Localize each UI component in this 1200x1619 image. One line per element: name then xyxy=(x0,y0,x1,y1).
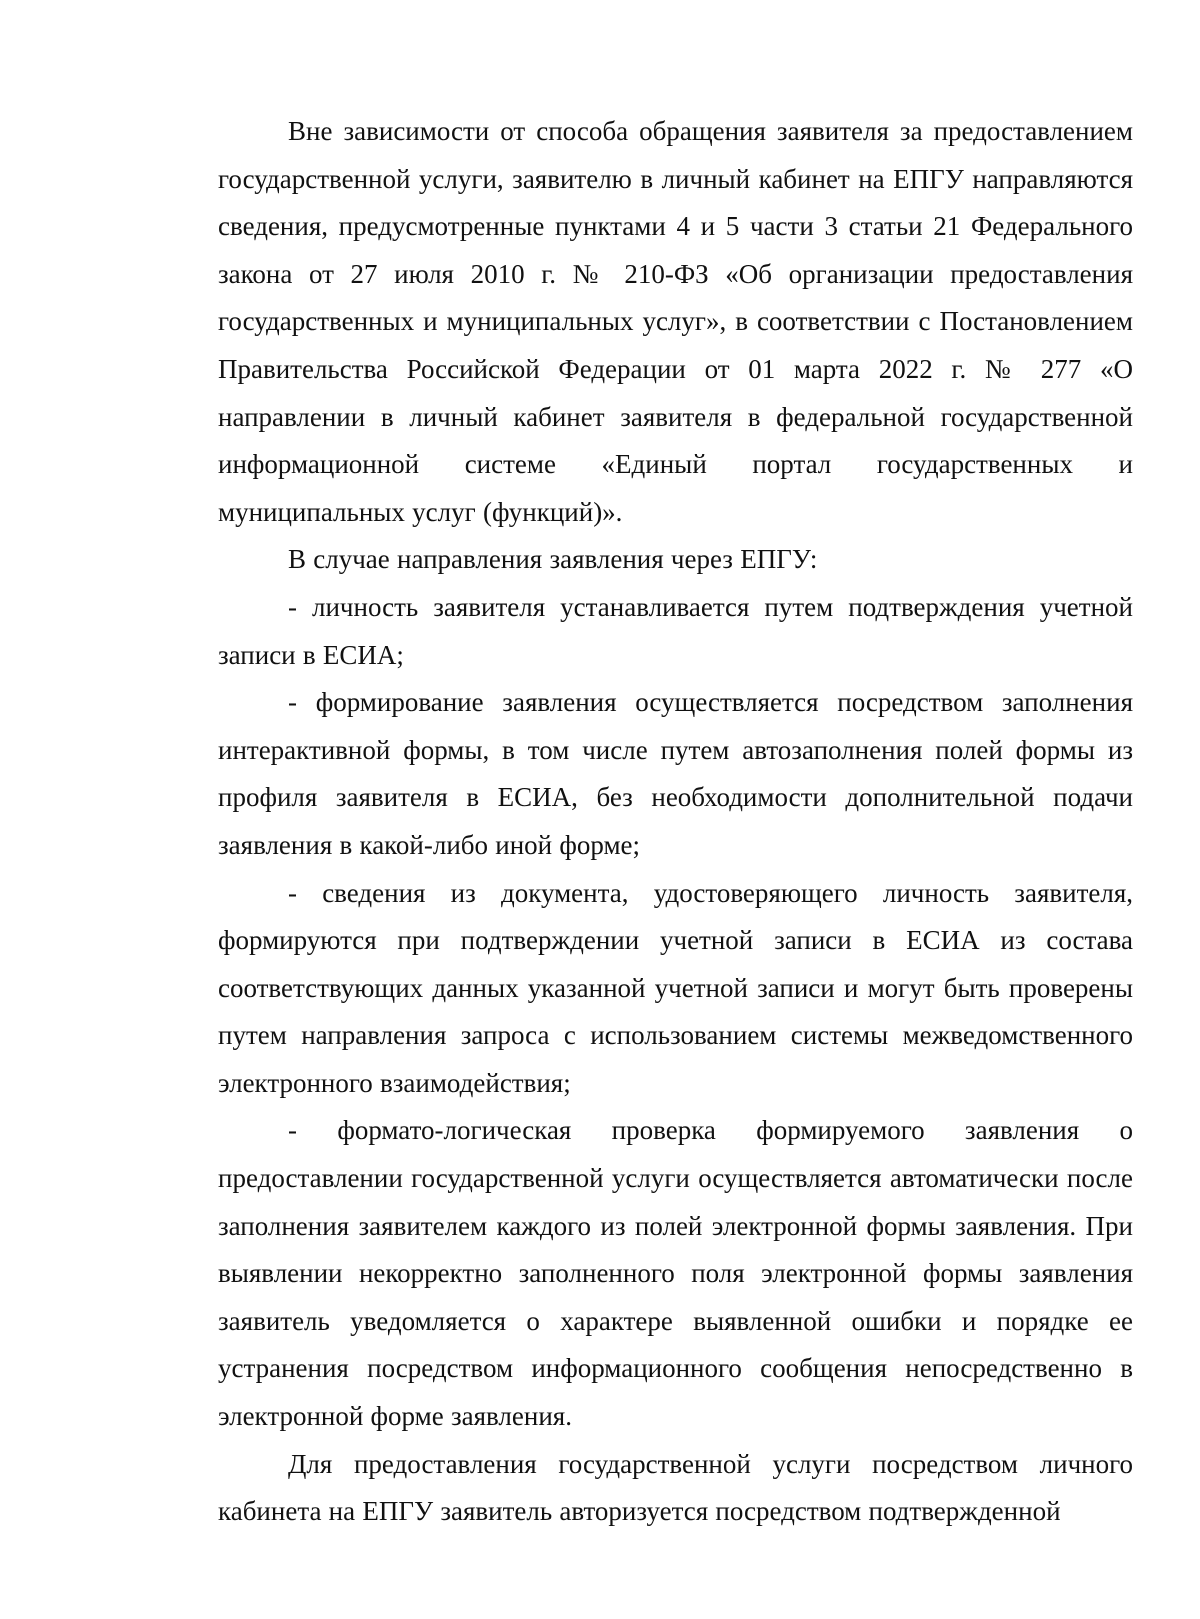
paragraph-authorization: Для предоставления государственной услуги посредством личного кабинета на ЕПГУ заявитель авторизуется посредством подтвержденной xyxy=(218,1448,1133,1527)
paragraph-notification-info: Вне зависимости от способа обращения заявителя за предоставлением государственной услуги, заявителю в личный кабинет на ЕПГУ направляются сведения, предусмотренные пунктами 4 и 5 части 3 статьи 21 Федерального закона от 27 июля 2010 г. № 210-ФЗ «Об организации предоставления государственных и муниципальных услуг», в соответствии с Постановлением Правительства Российской Федерации от 01 марта 2022 г. № 277 «О направлении в личный кабинет заявителя в федеральной государственной информационной системе «Единый портал государственных и муниципальных услуг (функций)». xyxy=(218,116,1133,527)
paragraph-interactive-form: - формирование заявления осуществляется посредством заполнения интерактивной формы, в том числе путем автозаполнения полей формы из профиля заявителя в ЕСИА, без необходимости дополнительной подачи заявления в какой-либо иной форме; xyxy=(218,687,1133,860)
paragraph-format-logic-check: - формато-логическая проверка формируемого заявления о предоставлении государственной услуги осуществляется автоматически после заполнения заявителем каждого из полей электронной формы заявления. При выявлении некорректно заполненного поля электронной формы заявления заявитель уведомляется о характере выявленной ошибки и порядке ее устранения посредством информационного сообщения непосредственно в электронной форме заявления. xyxy=(218,1115,1133,1432)
paragraph-epgu-intro: В случае направления заявления через ЕПГУ: xyxy=(288,544,818,575)
document-body xyxy=(218,108,1133,1536)
paragraph-identity-esia: - личность заявителя устанавливается путем подтверждения учетной записи в ЕСИА; xyxy=(218,591,1133,670)
paragraph-identity-document: - сведения из документа, удостоверяющего личность заявителя, формируются при подтверждении учетной записи в ЕСИА из состава соответствующих данных указанной учетной записи и могут быть проверены путем направления запроса с использованием системы межведомственного электронного взаимодействия; xyxy=(218,877,1133,1098)
